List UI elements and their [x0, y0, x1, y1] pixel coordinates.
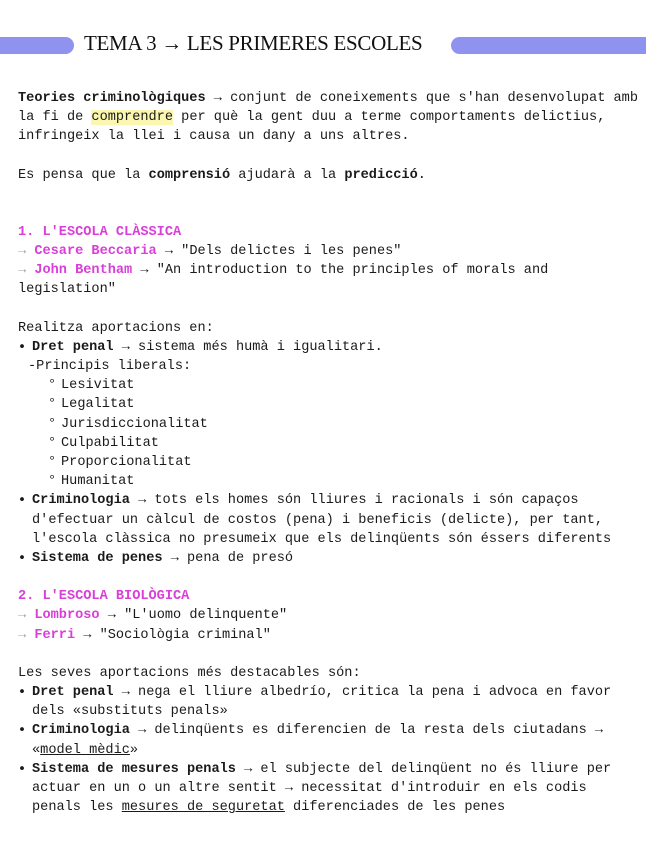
- author-work: → "L'uomo delinquente": [99, 608, 288, 624]
- author-name: John Bentham: [34, 263, 133, 279]
- prediction-text-c: ajudarà a la: [230, 167, 345, 183]
- title-bar-right: [451, 37, 646, 54]
- bullet-term: Sistema de mesures penals: [32, 761, 236, 777]
- document-body: [18, 89, 638, 818]
- section-intro: Realitza aportacions en:: [18, 320, 214, 336]
- author-name: Lombroso: [34, 608, 100, 624]
- intro-text-b: per què la gent duu a terme comportaments delictius, infringeix la llei i causa un dany a uns altres.: [18, 110, 606, 145]
- bullet-item: [18, 491, 638, 549]
- intro-term: Teories criminològiques: [18, 91, 206, 106]
- author-line: [18, 626, 638, 645]
- bullet-term: Criminologia: [32, 723, 130, 739]
- page-title: TEMA 3 → LES PRIMERES ESCOLES: [84, 31, 423, 55]
- author-work: → "Sociològia criminal": [75, 627, 271, 643]
- bullet-item: [18, 683, 638, 721]
- author-line: [18, 242, 638, 261]
- author-line: [18, 606, 638, 625]
- underlined-text: model mèdic: [40, 742, 130, 758]
- section-heading-2: 2. L'ESCOLA BIOLÒGICA: [18, 589, 190, 605]
- bullet-item: [18, 721, 638, 759]
- bullet-text: → delinqüents es diferencien de la resta dels ciutadans → «: [32, 723, 604, 758]
- author-name: Cesare Beccaria: [34, 244, 157, 260]
- bullet-text: → nega el lliure albedrío, critica la pena i advoca en favor dels «substituts penals»: [32, 685, 612, 720]
- principle-item: ° Humanitat: [18, 472, 638, 491]
- principle-item: ° Legalitat: [18, 395, 638, 414]
- bullet-term: Sistema de penes: [32, 551, 163, 567]
- highlighted-word: comprendre: [91, 110, 173, 126]
- section-heading-1: 1. L'ESCOLA CLÀSSICA: [18, 224, 182, 240]
- author-line: [18, 261, 638, 299]
- principle-item: ° Culpabilitat: [18, 434, 638, 453]
- underlined-text: mesures de seguretat: [121, 800, 285, 816]
- principles-label: -Principis liberals:: [28, 359, 192, 375]
- arrow-icon: →: [18, 627, 35, 643]
- intro-text-a: → conjunt de coneixements que s'han desenvolupat amb la fi de: [18, 91, 638, 126]
- principle-item: ° Proporcionalitat: [18, 453, 638, 472]
- intro-paragraph: [18, 89, 638, 147]
- section-intro: Les seves aportacions més destacables són:: [18, 665, 361, 681]
- prediction-text-a: Es pensa que la: [18, 167, 149, 183]
- bullet-item: [18, 338, 638, 357]
- title-bar-left: [0, 37, 74, 54]
- bullet-term: Dret penal: [32, 685, 114, 701]
- prediction-paragraph: [18, 166, 638, 185]
- author-work: → "Dels delictes i les penes": [156, 244, 402, 260]
- bullet-text: → sistema més humà i igualitari.: [113, 339, 383, 355]
- bullet-text: → pena de presó: [162, 551, 294, 567]
- prediction-term-2: predicció: [344, 167, 418, 183]
- author-name: Ferri: [34, 627, 76, 643]
- bullet-term: Criminologia: [32, 493, 130, 509]
- bullet-text-end: »: [129, 742, 139, 758]
- bullet-text-end: diferenciades de les penes: [284, 800, 506, 816]
- bullet-item: [18, 549, 638, 568]
- bullet-text: → tots els homes són lliures i racionals i són capaços d'efectuar un càlcul de costos (pena) i beneficis (delicte), per tant, l'escola clàssica no presumeix que els delinqüents són éssers diferents: [32, 493, 612, 547]
- prediction-text-d: .: [417, 167, 426, 183]
- arrow-icon: →: [18, 244, 35, 260]
- author-work: → "An introduction to the principles of morals and legislation": [18, 263, 549, 298]
- prediction-term-1: comprensió: [148, 167, 231, 183]
- bullet-item: [18, 760, 638, 818]
- bullet-term: Dret penal: [32, 339, 114, 355]
- title-banner: [0, 30, 646, 60]
- arrow-icon: →: [18, 608, 35, 624]
- arrow-icon: →: [18, 263, 35, 279]
- bullet-text: → el subjecte del delinqüent no és lliure per actuar en un o un altre sentit → necessitat d'introduir en els codis penals les: [32, 761, 612, 816]
- principle-item: ° Jurisdiccionalitat: [18, 415, 638, 434]
- principle-item: ° Lesivitat: [18, 376, 638, 395]
